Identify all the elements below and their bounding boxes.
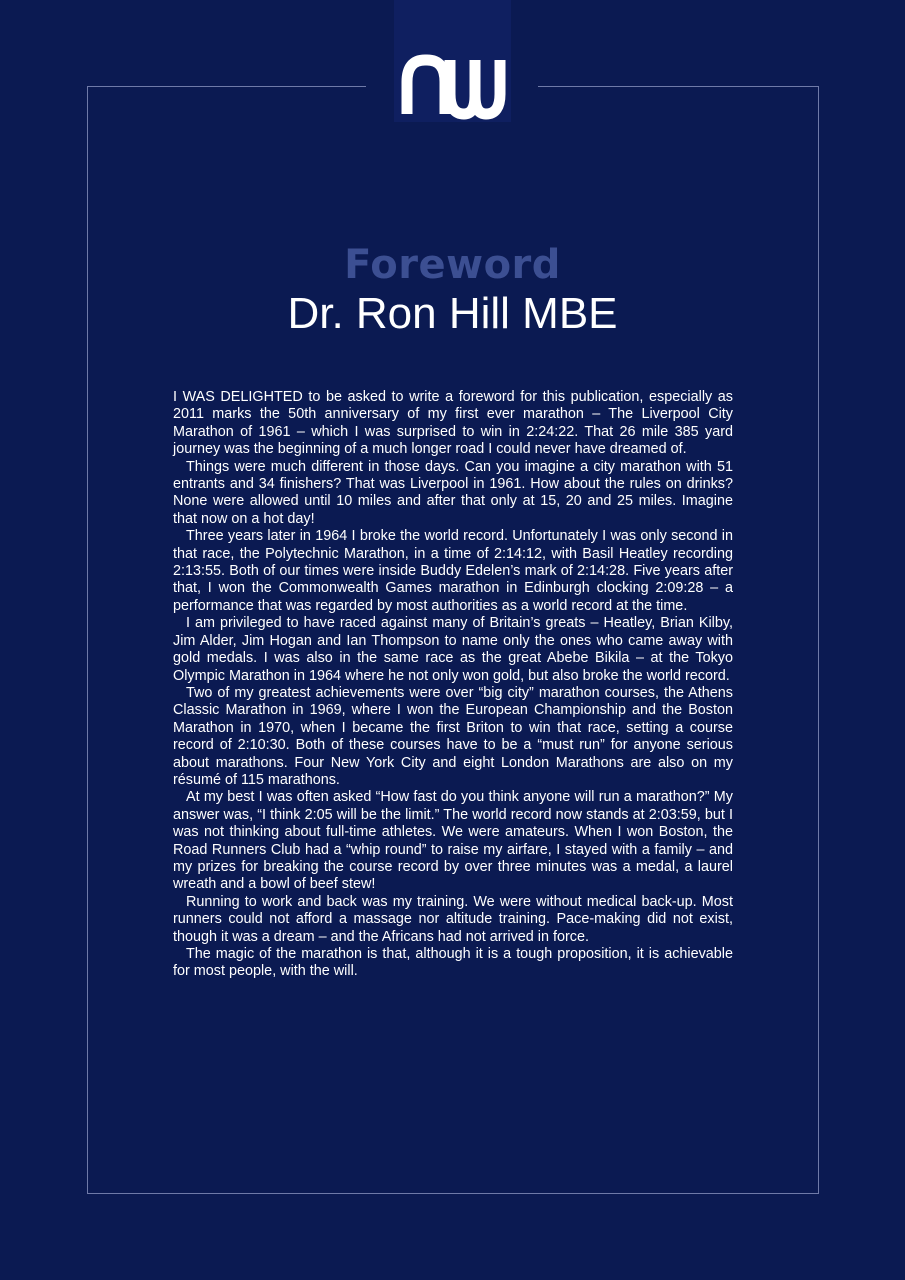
- paragraph: The magic of the marathon is that, although it is a tough proposition, it is achievable for most people, with the will.: [173, 946, 733, 980]
- paragraph: At my best I was often asked “How fast do you think anyone will run a marathon?” My answer was, “I think 2:05 will be the limit.” The world record now stands at 2:03:59, but I was not thinking about full-time athletes. We were amateurs. When I won Boston, the Road Runners Club had a “whip round” to raise my airfare, I stayed with a family – and my prizes for breaking the course record by over three minutes was a medal, a laurel wreath and a bowl of beef stew!: [173, 789, 733, 893]
- paragraph: Two of my greatest achievements were over “big city” marathon courses, the Athens Classic Marathon in 1969, where I won the European Championship and the Boston Marathon in 1970, when I became the first Briton to win that race, setting a course record of 2:10:30. Both of these courses have to be a “must run” for anyone serious about marathons. Four New York City and eight London Marathons are also on my résumé of 115 marathons.: [173, 684, 733, 788]
- paragraph: I am privileged to have raced against many of Britain’s greats – Heatley, Brian Kilby, Jim Alder, Jim Hogan and Ian Thompson to name only the ones who came away with gold medals. I was also in the same race as the great Abebe Bikila – at the Tokyo Olympic Marathon in 1964 where he not only won gold, but also broke the world record.: [173, 615, 733, 684]
- aw-logo: [394, 0, 511, 122]
- logo-tab: [394, 0, 511, 122]
- author-name: Dr. Ron Hill MBE: [287, 289, 618, 338]
- paragraph: Three years later in 1964 I broke the world record. Unfortunately I was only second in that race, the Polytechnic Marathon, in a time of 2:14:12, with Basil Heatley recording 2:13:55. Both of our times were inside Buddy Edelen’s mark of 2:14:28. Five years after that, I won the Commonwealth Games marathon in Edinburgh clocking 2:09:28 – a performance that was regarded by most authorities as a world record at the time.: [173, 528, 733, 614]
- paragraph: Running to work and back was my training. We were without medical back-up. Most runners could not afford a massage nor altitude training. Pace-making did not exist, though it was a dream – and the Africans had not arrived in force.: [173, 893, 733, 945]
- frame-border-bottom: [87, 1193, 819, 1194]
- foreword-body: [173, 389, 733, 981]
- frame-border-top-right: [538, 86, 819, 87]
- frame-border-top-left: [87, 86, 366, 87]
- paragraph: Things were much different in those days. Can you imagine a city marathon with 51 entrants and 34 finishers? That was Liverpool in 1961. How about the rules on drinks? None were allowed until 10 miles and after that only at 15, 20 and 25 miles. Imagine that now on a hot day!: [173, 458, 733, 527]
- section-title: Foreword: [344, 242, 561, 288]
- paragraph: I WAS DELIGHTED to be asked to write a foreword for this publication, especially as 2011 marks the 50th anniversary of my first ever marathon – The Liverpool City Marathon of 1961 – which I was surprised to win in 2:24:22. That 26 mile 385 yard journey was the beginning of a much longer road I could never have dreamed of.: [173, 389, 733, 458]
